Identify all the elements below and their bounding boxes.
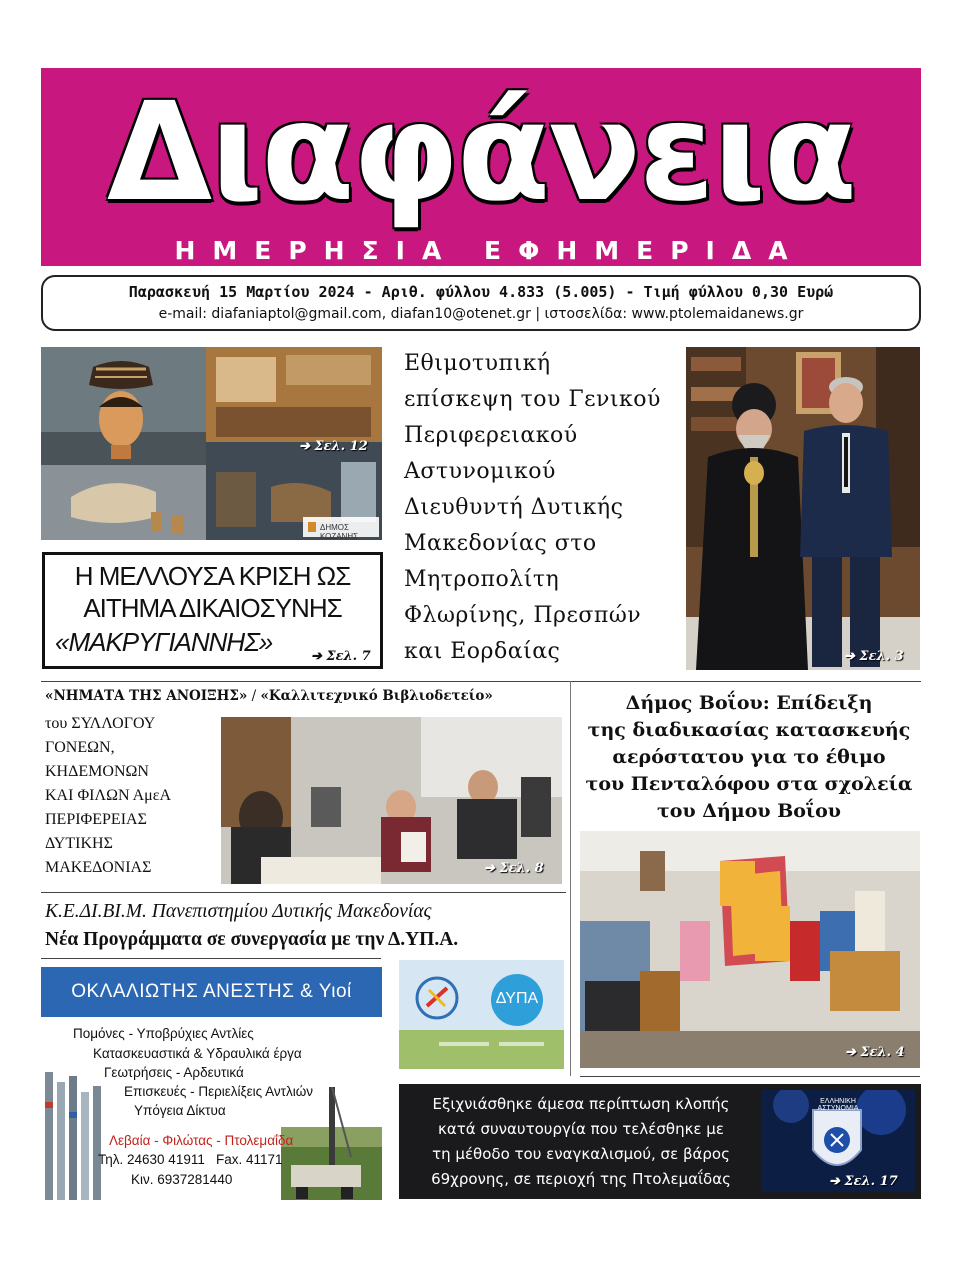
dypa-logo-image[interactable] xyxy=(399,960,564,1069)
nimata-association-text xyxy=(45,712,225,880)
bishop-photo-art xyxy=(686,347,920,670)
kedivim-line-1[interactable]: Κ.Ε.ΔΙ.ΒΙ.Μ. Πανεπιστημίου Δυτικής Μακεδονίας xyxy=(45,901,432,922)
voio-page-ref[interactable]: ➔ Σελ. 4 xyxy=(845,1045,905,1060)
section-divider xyxy=(580,1076,920,1077)
museum-page-ref[interactable]: ➔ Σελ. 12 xyxy=(299,439,368,454)
voio-line: του Δήμου Βοΐου xyxy=(657,800,841,822)
bishop-line: και Εορδαίας xyxy=(404,639,561,664)
nimata-line: ΓΟΝΕΩΝ, xyxy=(45,739,115,756)
police-page-ref[interactable]: ➔ Σελ. 17 xyxy=(829,1174,898,1189)
nimata-line: ΚΑΙ ΦΙΛΩΝ ΑμεΑ xyxy=(45,787,172,804)
nimata-heading-sep: / xyxy=(247,688,261,704)
police-badge-text: ΕΛΛΗΝΙΚΗ ΑΣΤΥΝΟΜΙΑ xyxy=(817,1098,859,1112)
voio-line: του Πενταλόφου στα σχολεία xyxy=(585,773,913,795)
bookbinding-workshop-photo[interactable] xyxy=(221,717,562,884)
bishop-line: επίσκεψη του Γενικού xyxy=(404,387,661,412)
kriti-line-1: Η ΜΕΛΛΟΥΣΑ ΚΡΙΣΗ ΩΣ xyxy=(74,561,351,591)
nimata-heading-b: «Καλλιτεχνικό Βιβλιοδετείο» xyxy=(260,688,493,704)
nimata-line: ΔΥΤΙΚΗΣ xyxy=(45,835,113,852)
police-badge-image xyxy=(761,1090,915,1192)
police-headline xyxy=(405,1092,757,1192)
newspaper-subtitle: ΗΜΕΡΗΣΙΑ ΕΦΗΜΕΡΙΔΑ xyxy=(174,236,805,265)
nimata-heading-a: «ΝΗΜΑΤΑ ΤΗΣ ΑΝΟΙΞΗΣ» xyxy=(45,688,248,704)
police-line: 69χρονης, σε περιοχή της Πτολεμαΐδας xyxy=(431,1170,731,1188)
nimata-line: ΜΑΚΕΔΟΝΙΑΣ xyxy=(45,859,152,876)
ad-mobile[interactable]: Κιν. 6937281440 xyxy=(131,1172,233,1187)
kriti-page-ref[interactable]: ➔ Σελ. 7 xyxy=(311,649,371,664)
voio-line: της διαδικασίας κατασκευής xyxy=(587,719,911,741)
newspaper-title: Διαφάνεια xyxy=(106,74,856,232)
police-line: τη μέθοδο του εναγκαλισμού, σε βάρος xyxy=(432,1145,730,1163)
kedivim-line-2[interactable]: Νέα Προγράμματα σε συνεργασία με την Δ.ΥΠ.Α. xyxy=(45,929,459,950)
makrygiannis-article[interactable] xyxy=(42,552,383,669)
bishop-line: Διευθυντή Δυτικής xyxy=(404,495,624,520)
ad-service-line: Γεωτρήσεις - Αρδευτικά xyxy=(104,1065,244,1080)
dypa-logo-art xyxy=(399,960,564,1069)
section-divider xyxy=(41,681,921,682)
bishop-line: Φλωρίνης, Πρεσπών xyxy=(404,603,642,628)
nimata-line: του ΣΥΛΛΟΓΟΥ xyxy=(45,715,156,732)
bishop-line: Μακεδονίας στο xyxy=(404,531,597,556)
nimata-page-ref[interactable]: ➔ Σελ. 8 xyxy=(484,861,544,876)
voio-line: Δήμος Βοΐου: Επίδειξη xyxy=(625,692,873,714)
bishop-line: Περιφερειακού xyxy=(404,423,578,448)
nimata-line: ΚΗΔΕΜΟΝΩΝ xyxy=(45,763,149,780)
ad-service-line: Υπόγεια Δίκτυα xyxy=(134,1103,226,1118)
workshop-photo-art xyxy=(221,717,562,884)
ad-title: ΟΚΛΑΛΙΩΤΗΣ ΑΝΕΣΤΗΣ & Υιοί xyxy=(71,981,352,1002)
drilling-rig-icon xyxy=(281,1087,382,1200)
police-line: κατά συναυτουργία που τελέσθηκε με xyxy=(438,1120,724,1138)
police-theft-article[interactable] xyxy=(399,1084,921,1199)
bishop-line: Εθιμοτυπική xyxy=(404,351,551,376)
issue-date-line: Παρασκευή 15 Μαρτίου 2024 - Αριθ. φύλλου 4.833 (5.005) - Τιμή φύλλου 0,30 Ευρώ xyxy=(128,283,834,301)
dimos-kozanis-logo-text: ΔΗΜΟΣ ΚΟΖΑΝΗΣ xyxy=(320,523,359,540)
ad-service-line: Κατασκευαστικά & Υδραυλικά έργα xyxy=(93,1046,302,1061)
bishop-line: Μητροπολίτη xyxy=(404,567,560,592)
oklaliotis-advertisement[interactable] xyxy=(41,967,382,1200)
nimata-line: ΠΕΡΙΦΕΡΕΙΑΣ xyxy=(45,811,147,828)
section-divider xyxy=(41,958,381,959)
ad-service-line: Πομόνες - Υποβρύχιες Αντλίες xyxy=(73,1026,254,1041)
balloon-classroom-photo[interactable] xyxy=(580,831,920,1068)
bishop-photo[interactable] xyxy=(686,347,920,670)
kriti-line-3: «ΜΑΚΡΥΓΙΑΝΝΗΣ» xyxy=(55,627,273,657)
dypa-logo-text: ΔΥΠΑ xyxy=(495,990,539,1007)
bishop-page-ref[interactable]: ➔ Σελ. 3 xyxy=(844,649,904,664)
ad-fax: Fax. 41171 xyxy=(216,1152,283,1167)
ad-phone[interactable]: Τηλ. 24630 41911 xyxy=(98,1152,205,1167)
museum-collage[interactable] xyxy=(41,347,382,540)
column-divider xyxy=(570,681,571,1076)
classroom-photo-art xyxy=(580,831,920,1068)
nimata-heading[interactable] xyxy=(45,688,565,704)
police-line: Εξιχνιάσθηκε άμεσα περίπτωση κλοπής xyxy=(432,1095,730,1113)
bishop-visit-headline[interactable] xyxy=(404,346,682,670)
voio-headline[interactable] xyxy=(578,690,920,825)
contact-line: e-mail: diafaniaptol@gmail.com, diafan10@otenet.gr | ιστοσελίδα: www.ptolemaidanews.gr xyxy=(158,306,804,322)
ad-service-line: Επισκευές - Περιελίξεις Αντλιών xyxy=(124,1084,313,1099)
ad-location: Λεβαία - Φιλώτας - Πτολεμαΐδα xyxy=(109,1133,294,1148)
kriti-line-2: ΑΙΤΗΜΑ ΔΙΚΑΙΟΣΥΝΗΣ xyxy=(83,593,342,623)
bishop-line: Αστυνομικού xyxy=(404,459,556,484)
issue-info-box xyxy=(41,275,921,331)
voio-line: αερόστατου για το έθιμο xyxy=(612,746,886,768)
pump-pipes-icon xyxy=(41,1072,111,1200)
section-divider xyxy=(41,892,566,893)
